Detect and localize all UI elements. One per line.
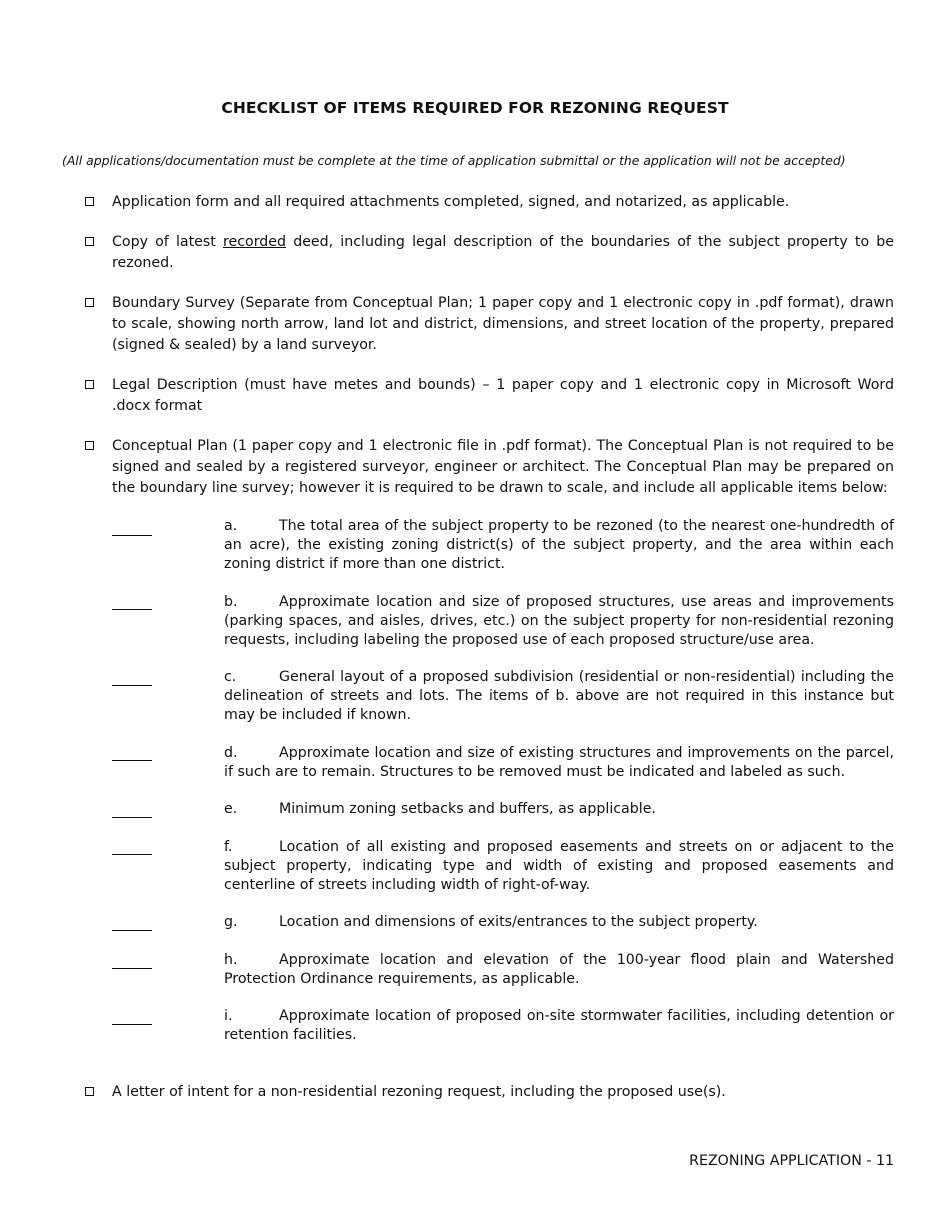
checkbox-recorded-deed[interactable] (85, 237, 94, 246)
item-recorded-deed (112, 232, 894, 274)
checkbox-boundary-survey[interactable] (85, 298, 94, 307)
subitem-f (224, 838, 894, 895)
subitem-h (224, 951, 894, 989)
subitem-letter: e. (224, 801, 238, 817)
blank-line-b[interactable] (112, 609, 152, 610)
subitem-letter: c. (224, 669, 237, 685)
blank-line-i[interactable] (112, 1024, 152, 1025)
checkbox-legal-description[interactable] (85, 380, 94, 389)
blank-line-c[interactable] (112, 685, 152, 686)
subitem-d (224, 744, 894, 782)
checkbox-application-form[interactable] (85, 197, 94, 206)
item-text-before: Copy of latest (112, 234, 223, 250)
checkbox-conceptual-plan[interactable] (85, 441, 94, 450)
subitem-text: Approximate location of proposed on-site stormwater facilities, including detention or retention facilities. (224, 1008, 894, 1043)
subitem-b (224, 593, 894, 650)
subitem-text: Minimum zoning setbacks and buffers, as applicable. (279, 801, 656, 817)
item-application-form: Application form and all required attachments completed, signed, and notarized, as applicable. (112, 194, 790, 210)
subitem-text: Approximate location and elevation of the 100-year flood plain and Watershed Protection Ordinance requirements, as applicable. (224, 952, 894, 987)
subitem-e (224, 800, 894, 819)
blank-line-d[interactable] (112, 760, 152, 761)
underlined-recorded: recorded (222, 234, 287, 250)
blank-line-h[interactable] (112, 968, 152, 969)
subitem-letter: f. (224, 839, 233, 855)
page-footer: REZONING APPLICATION - 11 (689, 1153, 894, 1169)
subitem-letter: h. (224, 952, 238, 968)
blank-line-a[interactable] (112, 535, 152, 536)
subitem-text: Location and dimensions of exits/entrances to the subject property. (279, 914, 758, 930)
subitem-text: Approximate location and size of existing structures and improvements on the parcel, if such are to remain. Structures to be removed must be indicated and labeled as such. (224, 745, 894, 780)
subitem-text: Location of all existing and proposed easements and streets on or adjacent to the subject property, indicating type and width of existing and proposed easements and centerline of streets including width of right-of-way. (224, 839, 894, 893)
blank-line-e[interactable] (112, 817, 152, 818)
submittal-note: (All applications/documentation must be complete at the time of application submittal or the application will not be accepted) (62, 153, 846, 168)
item-text-after: deed, including legal description of the boundaries of the subject property to be rezoned. (112, 234, 895, 271)
subitem-letter: g. (224, 914, 238, 930)
subitem-text: Approximate location and size of proposed structures, use areas and improvements (parking spaces, and aisles, drives, etc.) on the subject property for non-residential rezoning requests, including labeling the proposed use of each proposed structure/use area. (224, 594, 894, 648)
subitem-i (224, 1007, 894, 1045)
checkbox-letter-of-intent[interactable] (85, 1087, 94, 1096)
subitem-text: General layout of a proposed subdivision (residential or non-residential) including the delineation of streets and lots. The items of b. above are not required in this instance but may be included if known. (224, 669, 894, 723)
item-conceptual-plan: Conceptual Plan (1 paper copy and 1 electronic file in .pdf format). The Conceptual Plan is not required to be signed and sealed by a registered surveyor, engineer or architect. The Conceptual Plan may be prepared on the boundary line survey; however it is required to be drawn to scale, and include all applicable items below: (112, 438, 894, 496)
item-boundary-survey: Boundary Survey (Separate from Conceptual Plan; 1 paper copy and 1 electronic copy in .pdf format), drawn to scale, showing north arrow, land lot and district, dimensions, and street location of the property, prepared (signed & sealed) by a land surveyor. (112, 295, 894, 353)
subitem-letter: d. (224, 745, 238, 761)
item-letter-of-intent: A letter of intent for a non-residential rezoning request, including the proposed use(s). (112, 1084, 726, 1100)
blank-line-f[interactable] (112, 854, 152, 855)
subitem-letter: i. (224, 1008, 233, 1024)
subitem-letter: b. (224, 594, 238, 610)
subitem-g (224, 913, 894, 932)
subitem-a (224, 517, 894, 574)
subitem-letter: a. (224, 518, 238, 534)
page-title: CHECKLIST OF ITEMS REQUIRED FOR REZONING REQUEST (221, 99, 729, 117)
subitem-text: The total area of the subject property to be rezoned (to the nearest one-hundredth of an acre), the existing zoning district(s) of the subject property, and the area within each zoning district if more than one district. (224, 518, 894, 572)
item-legal-description: Legal Description (must have metes and bounds) – 1 paper copy and 1 electronic copy in Microsoft Word .docx format (112, 377, 894, 414)
subitem-c (224, 668, 894, 725)
blank-line-g[interactable] (112, 930, 152, 931)
